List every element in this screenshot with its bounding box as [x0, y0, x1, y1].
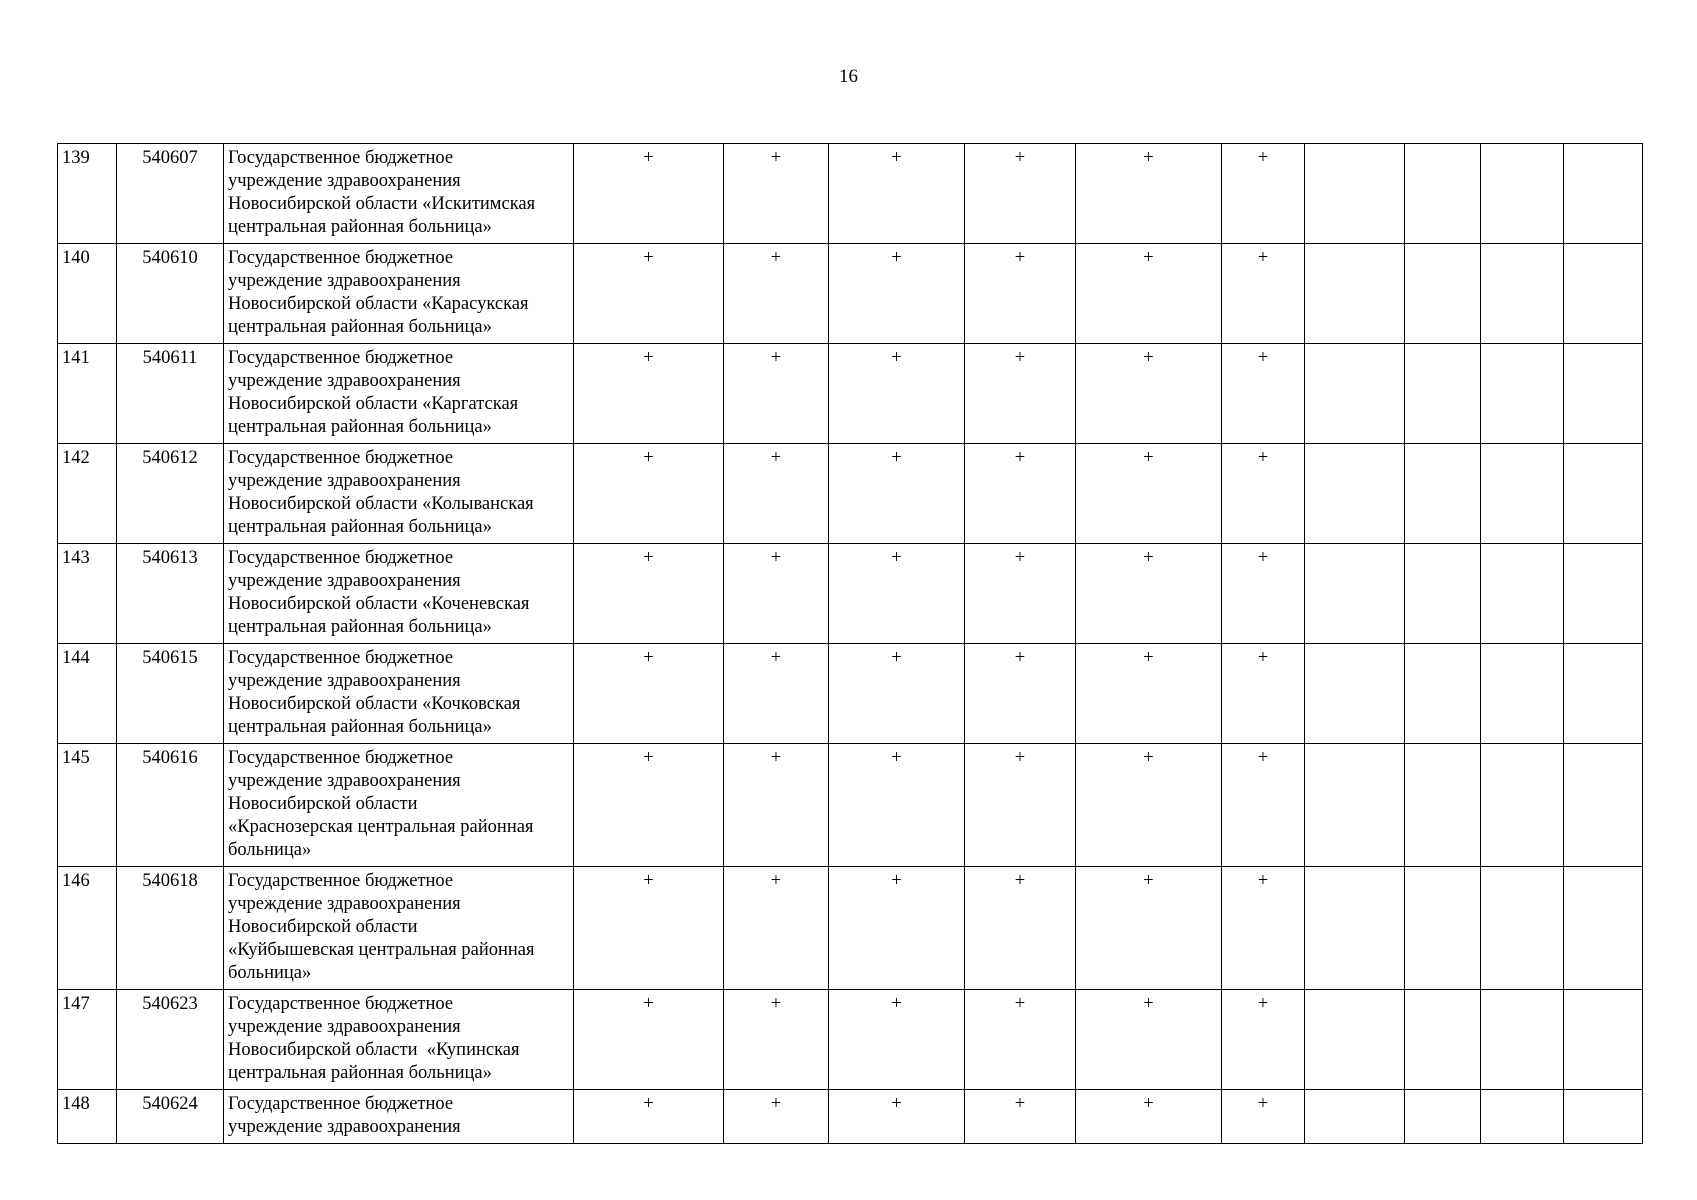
- empty-cell: [1481, 990, 1564, 1090]
- organization-name-line: Новосибирской области «Кочковская: [228, 694, 521, 714]
- mark-cell: +: [1076, 344, 1222, 444]
- mark-cell: +: [574, 744, 724, 867]
- empty-cell: [1305, 144, 1405, 244]
- mark-cell: +: [1222, 744, 1305, 867]
- mark-cell: +: [1076, 867, 1222, 990]
- organization-name-line: учреждение здравоохранения: [228, 771, 461, 791]
- organization-name-line: Государственное бюджетное: [228, 748, 454, 768]
- row-number: 147: [58, 990, 117, 1090]
- empty-cell: [1405, 644, 1481, 744]
- organization-name-line: Новосибирской области «Каргатская: [228, 394, 519, 414]
- mark-cell: +: [965, 344, 1076, 444]
- organization-code: 540616: [117, 744, 224, 867]
- mark-cell: +: [574, 344, 724, 444]
- organization-name-line: Государственное бюджетное: [228, 148, 454, 168]
- organization-name-line: учреждение здравоохранения: [228, 471, 461, 491]
- empty-cell: [1305, 644, 1405, 744]
- table-row: [58, 544, 1643, 644]
- empty-cell: [1305, 744, 1405, 867]
- organization-name-line: учреждение здравоохранения: [228, 1017, 461, 1037]
- organization-name-line: Новосибирской области «Искитимская: [228, 194, 536, 214]
- organization-name: [224, 544, 574, 644]
- mark-cell: +: [1076, 990, 1222, 1090]
- empty-cell: [1405, 244, 1481, 344]
- table-row: [58, 444, 1643, 544]
- organization-name-line: больница»: [228, 963, 312, 983]
- empty-cell: [1564, 644, 1643, 744]
- organization-code: 540611: [117, 344, 224, 444]
- mark-cell: +: [1222, 867, 1305, 990]
- row-number: 142: [58, 444, 117, 544]
- empty-cell: [1405, 1090, 1481, 1144]
- organization-name: [224, 867, 574, 990]
- registry-table: [57, 143, 1643, 1144]
- organization-name-line: учреждение здравоохранения: [228, 171, 461, 191]
- mark-cell: +: [965, 244, 1076, 344]
- mark-cell: +: [1076, 544, 1222, 644]
- page-number: 16: [839, 66, 858, 87]
- empty-cell: [1481, 344, 1564, 444]
- organization-name-line: Государственное бюджетное: [228, 248, 454, 268]
- organization-name-line: Новосибирской области «Карасукская: [228, 294, 529, 314]
- empty-cell: [1481, 144, 1564, 244]
- organization-name: [224, 644, 574, 744]
- mark-cell: +: [574, 644, 724, 744]
- mark-cell: +: [724, 990, 829, 1090]
- row-number: 146: [58, 867, 117, 990]
- empty-cell: [1481, 744, 1564, 867]
- mark-cell: +: [965, 990, 1076, 1090]
- mark-cell: +: [724, 144, 829, 244]
- row-number: 141: [58, 344, 117, 444]
- empty-cell: [1564, 990, 1643, 1090]
- empty-cell: [1305, 867, 1405, 990]
- row-number: 140: [58, 244, 117, 344]
- mark-cell: +: [965, 544, 1076, 644]
- organization-code: 540613: [117, 544, 224, 644]
- empty-cell: [1481, 244, 1564, 344]
- mark-cell: +: [724, 644, 829, 744]
- mark-cell: +: [724, 244, 829, 344]
- mark-cell: +: [965, 744, 1076, 867]
- empty-cell: [1564, 744, 1643, 867]
- empty-cell: [1305, 1090, 1405, 1144]
- mark-cell: +: [1076, 244, 1222, 344]
- mark-cell: +: [574, 444, 724, 544]
- organization-name: [224, 144, 574, 244]
- table-row: [58, 144, 1643, 244]
- empty-cell: [1564, 244, 1643, 344]
- mark-cell: +: [829, 990, 965, 1090]
- organization-name-line: Государственное бюджетное: [228, 648, 454, 668]
- table-row: [58, 990, 1643, 1090]
- empty-cell: [1305, 444, 1405, 544]
- organization-name-line: Новосибирской области «Коченевская: [228, 594, 530, 614]
- organization-name-line: Государственное бюджетное: [228, 448, 454, 468]
- mark-cell: +: [965, 644, 1076, 744]
- mark-cell: +: [1222, 444, 1305, 544]
- empty-cell: [1405, 990, 1481, 1090]
- mark-cell: +: [1076, 444, 1222, 544]
- organization-name-line: Новосибирской области «Колыванская: [228, 494, 534, 514]
- organization-code: 540612: [117, 444, 224, 544]
- mark-cell: +: [724, 744, 829, 867]
- mark-cell: +: [1076, 1090, 1222, 1144]
- mark-cell: +: [829, 867, 965, 990]
- organization-name-line: учреждение здравоохранения: [228, 894, 461, 914]
- organization-name-line: учреждение здравоохранения: [228, 671, 461, 691]
- empty-cell: [1405, 867, 1481, 990]
- organization-code: 540610: [117, 244, 224, 344]
- organization-name-line: Новосибирской области «Купинская: [228, 1040, 520, 1060]
- empty-cell: [1405, 444, 1481, 544]
- organization-code: 540615: [117, 644, 224, 744]
- organization-name-line: центральная районная больница»: [228, 517, 492, 537]
- mark-cell: +: [965, 444, 1076, 544]
- empty-cell: [1564, 344, 1643, 444]
- mark-cell: +: [829, 644, 965, 744]
- mark-cell: +: [574, 244, 724, 344]
- organization-name-line: больница»: [228, 840, 312, 860]
- table-row: [58, 1090, 1643, 1144]
- organization-code: 540623: [117, 990, 224, 1090]
- mark-cell: +: [724, 344, 829, 444]
- mark-cell: +: [829, 744, 965, 867]
- empty-cell: [1481, 644, 1564, 744]
- organization-code: 540624: [117, 1090, 224, 1144]
- mark-cell: +: [965, 867, 1076, 990]
- empty-cell: [1564, 544, 1643, 644]
- organization-name-line: центральная районная больница»: [228, 717, 492, 737]
- mark-cell: +: [1222, 1090, 1305, 1144]
- organization-name-line: центральная районная больница»: [228, 1063, 492, 1083]
- mark-cell: +: [724, 444, 829, 544]
- mark-cell: +: [574, 990, 724, 1090]
- mark-cell: +: [829, 344, 965, 444]
- organization-name: [224, 744, 574, 867]
- empty-cell: [1305, 544, 1405, 644]
- row-number: 143: [58, 544, 117, 644]
- mark-cell: +: [1222, 644, 1305, 744]
- organization-code: 540607: [117, 144, 224, 244]
- mark-cell: +: [1222, 244, 1305, 344]
- mark-cell: +: [1076, 644, 1222, 744]
- organization-name-line: «Краснозерская центральная районная: [228, 817, 534, 837]
- organization-name-line: центральная районная больница»: [228, 417, 492, 437]
- empty-cell: [1405, 144, 1481, 244]
- mark-cell: +: [829, 144, 965, 244]
- mark-cell: +: [829, 244, 965, 344]
- empty-cell: [1405, 544, 1481, 644]
- mark-cell: +: [574, 1090, 724, 1144]
- mark-cell: +: [1222, 990, 1305, 1090]
- mark-cell: +: [1222, 344, 1305, 444]
- organization-name-line: центральная районная больница»: [228, 217, 492, 237]
- organization-name: [224, 244, 574, 344]
- organization-name-line: Новосибирской области: [228, 794, 418, 814]
- organization-name-line: учреждение здравоохранения: [228, 371, 461, 391]
- empty-cell: [1564, 1090, 1643, 1144]
- mark-cell: +: [829, 544, 965, 644]
- mark-cell: +: [574, 544, 724, 644]
- organization-name-line: учреждение здравоохранения: [228, 271, 461, 291]
- empty-cell: [1564, 444, 1643, 544]
- mark-cell: +: [1076, 744, 1222, 867]
- organization-name-line: центральная районная больница»: [228, 317, 492, 337]
- table-row: [58, 744, 1643, 867]
- row-number: 148: [58, 1090, 117, 1144]
- organization-name-line: Новосибирской области: [228, 917, 418, 937]
- organization-name: [224, 444, 574, 544]
- empty-cell: [1305, 244, 1405, 344]
- organization-name: [224, 344, 574, 444]
- mark-cell: +: [574, 867, 724, 990]
- mark-cell: +: [829, 1090, 965, 1144]
- empty-cell: [1564, 867, 1643, 990]
- row-number: 144: [58, 644, 117, 744]
- mark-cell: +: [724, 867, 829, 990]
- table-body: [58, 144, 1643, 1144]
- organization-name: [224, 1090, 574, 1144]
- table-row: [58, 644, 1643, 744]
- organization-name-line: учреждение здравоохранения: [228, 571, 461, 591]
- organization-name-line: Государственное бюджетное: [228, 548, 454, 568]
- mark-cell: +: [829, 444, 965, 544]
- organization-name-line: Государственное бюджетное: [228, 994, 454, 1014]
- table-row: [58, 344, 1643, 444]
- empty-cell: [1305, 990, 1405, 1090]
- organization-name-line: «Куйбышевская центральная районная: [228, 940, 535, 960]
- empty-cell: [1564, 144, 1643, 244]
- table-row: [58, 867, 1643, 990]
- empty-cell: [1305, 344, 1405, 444]
- organization-name-line: Государственное бюджетное: [228, 348, 454, 368]
- mark-cell: +: [724, 544, 829, 644]
- organization-code: 540618: [117, 867, 224, 990]
- mark-cell: +: [965, 144, 1076, 244]
- row-number: 145: [58, 744, 117, 867]
- empty-cell: [1405, 344, 1481, 444]
- organization-name-line: учреждение здравоохранения: [228, 1117, 461, 1137]
- mark-cell: +: [1076, 144, 1222, 244]
- empty-cell: [1481, 1090, 1564, 1144]
- mark-cell: +: [574, 144, 724, 244]
- mark-cell: +: [1222, 544, 1305, 644]
- organization-name-line: Государственное бюджетное: [228, 1094, 454, 1114]
- organization-name-line: центральная районная больница»: [228, 617, 492, 637]
- empty-cell: [1481, 544, 1564, 644]
- empty-cell: [1405, 744, 1481, 867]
- mark-cell: +: [1222, 144, 1305, 244]
- organization-name-line: Государственное бюджетное: [228, 871, 454, 891]
- empty-cell: [1481, 867, 1564, 990]
- empty-cell: [1481, 444, 1564, 544]
- table-row: [58, 244, 1643, 344]
- mark-cell: +: [965, 1090, 1076, 1144]
- mark-cell: +: [724, 1090, 829, 1144]
- row-number: 139: [58, 144, 117, 244]
- organization-name: [224, 990, 574, 1090]
